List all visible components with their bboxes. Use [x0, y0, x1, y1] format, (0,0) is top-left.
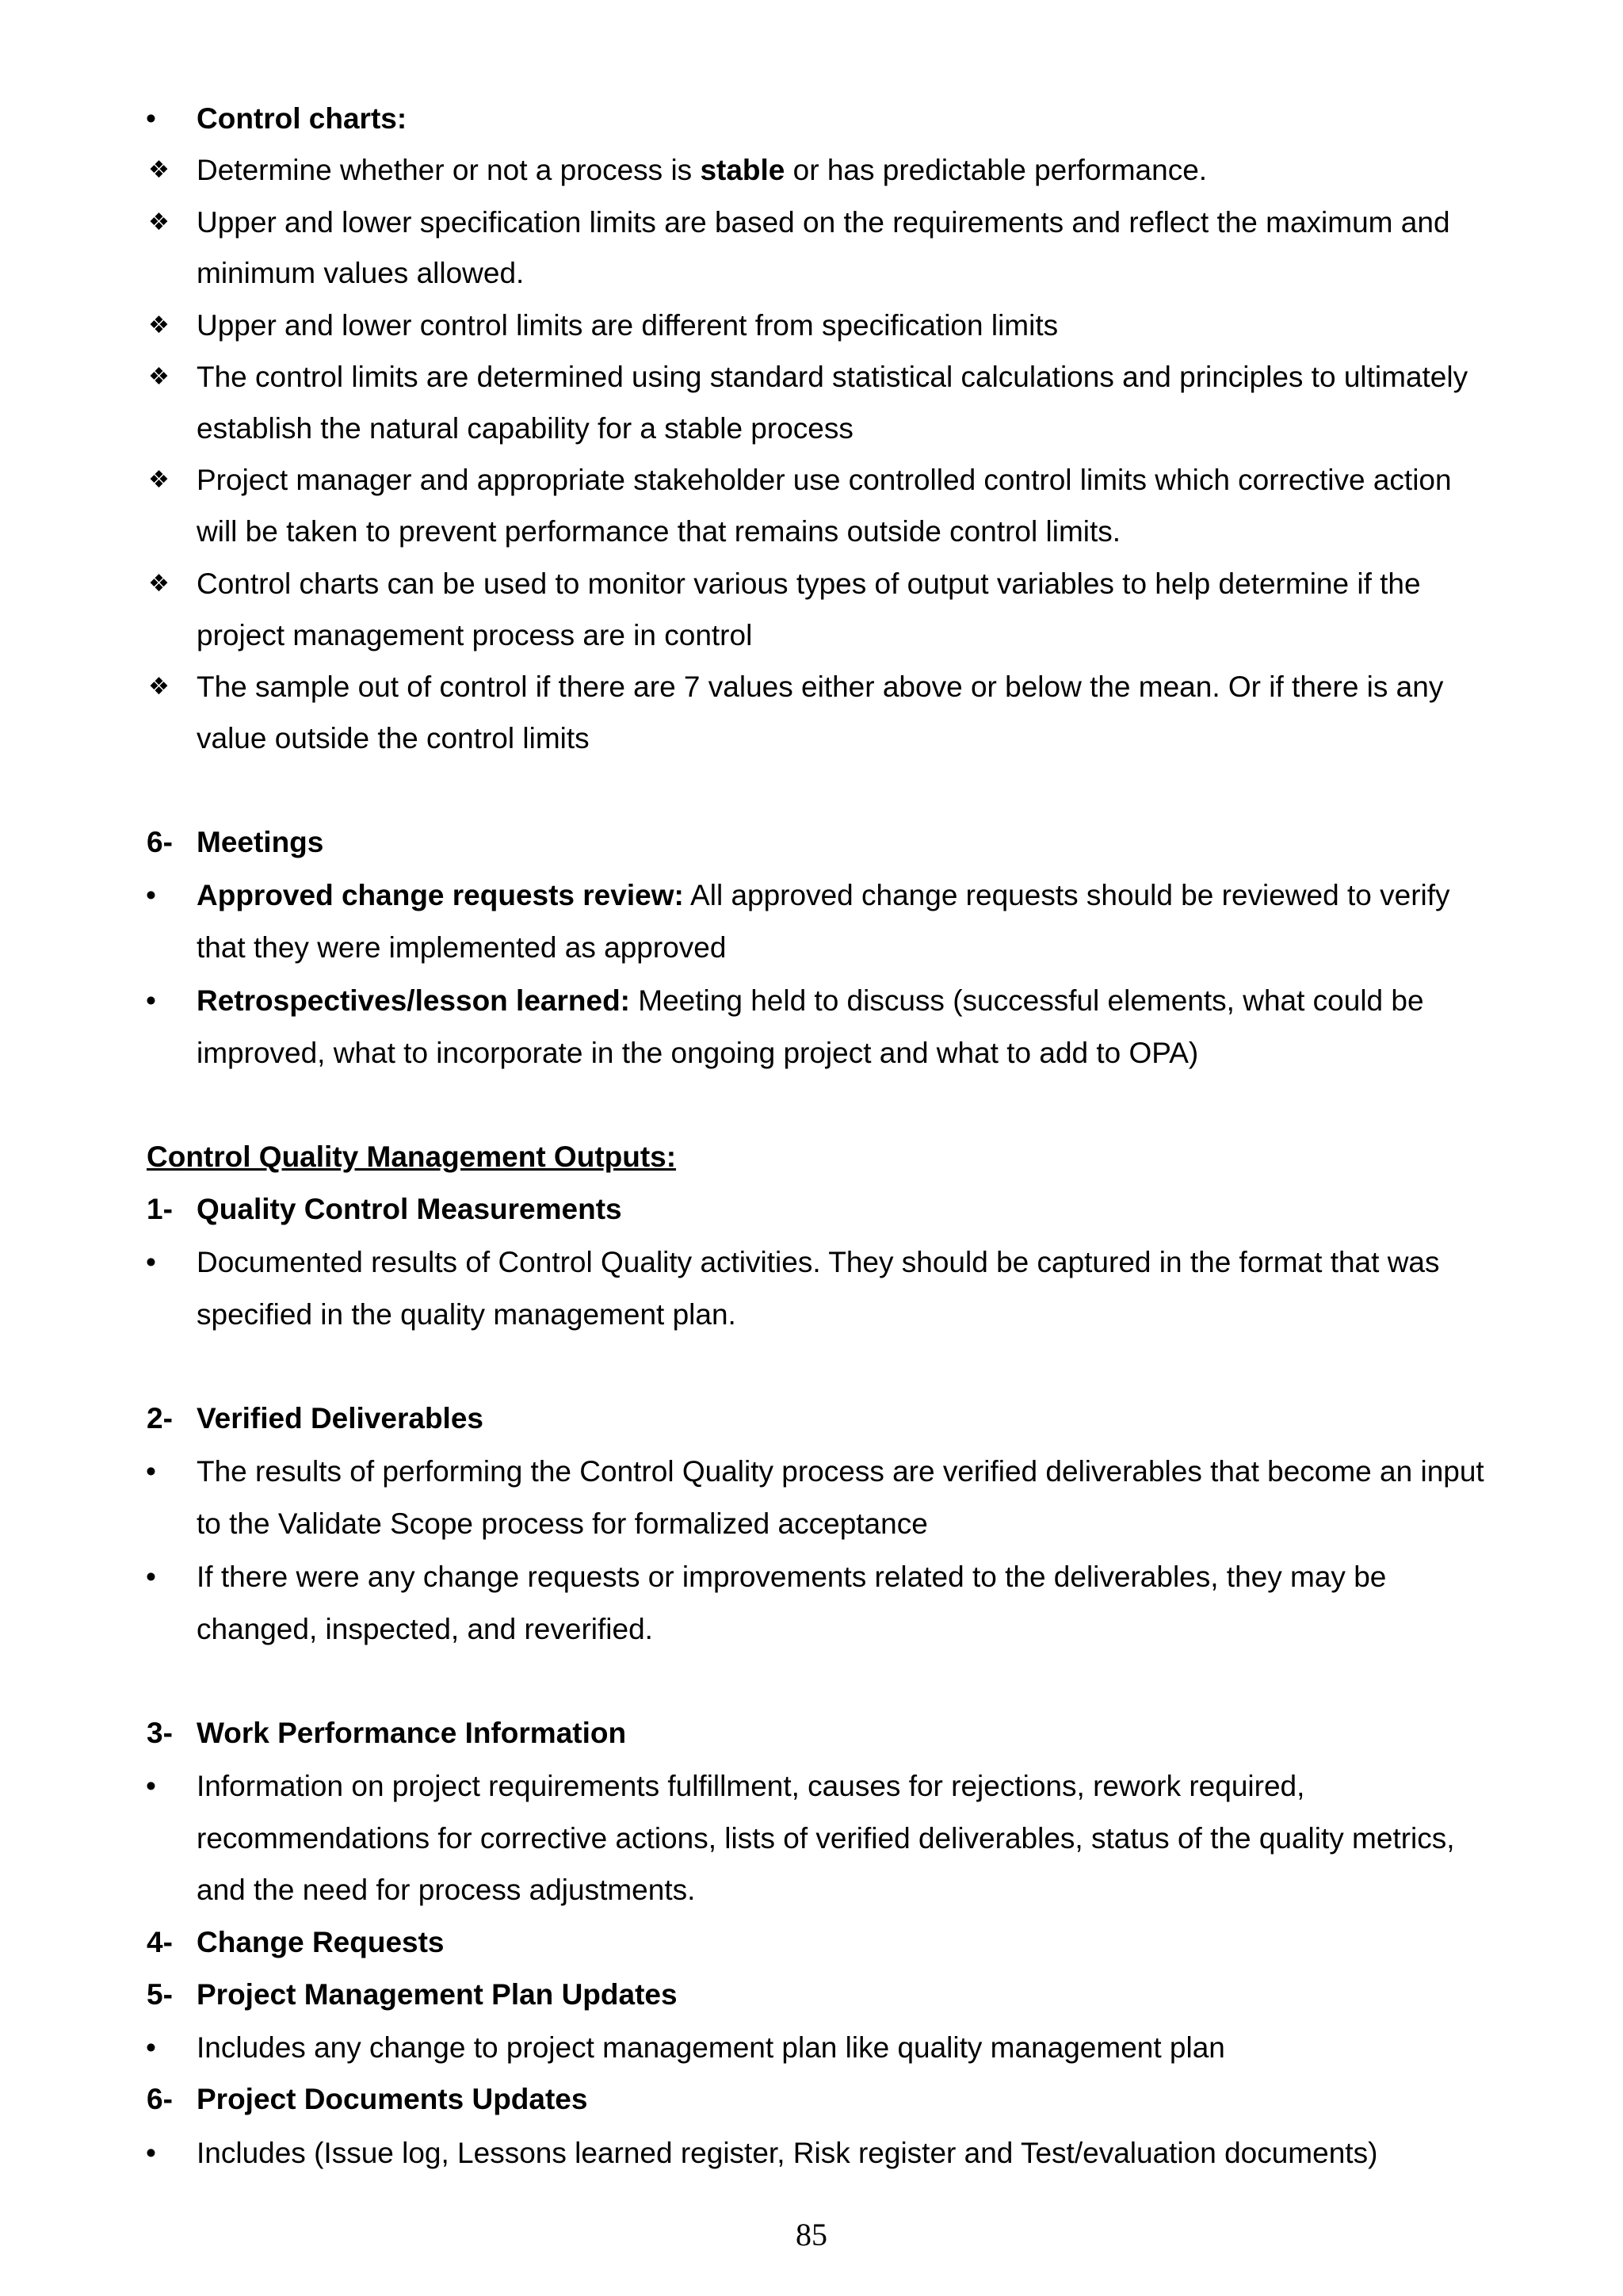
text: Meeting held to discuss (successful elements, what could be [630, 984, 1424, 1017]
approved-change-requests-review-line-2: that they were implemented as approved [197, 931, 727, 964]
output-4-number: 4- [147, 1926, 173, 1958]
output-3-item-line-3: and the need for process adjustments. [197, 1874, 696, 1906]
meetings-number: 6- [147, 826, 173, 858]
control-charts-item-3: Upper and lower control limits are different from specification limits [197, 309, 1059, 342]
bullet-icon: • [146, 984, 156, 1017]
output-2-number: 2- [147, 1402, 173, 1435]
diamond-bullet-icon: ❖ [148, 674, 170, 700]
text: or has predictable performance. [785, 154, 1208, 186]
output-2-title: Verified Deliverables [197, 1402, 483, 1435]
output-6-title: Project Documents Updates [197, 2083, 588, 2115]
control-charts-title: Control charts: [197, 102, 407, 135]
diamond-bullet-icon: ❖ [148, 312, 170, 338]
output-2-item-1-line-2: to the Validate Scope process for formalized acceptance [197, 1507, 928, 1540]
output-6-number: 6- [147, 2083, 173, 2115]
approved-change-requests-label: Approved change requests review: [197, 879, 684, 911]
bullet-icon: • [146, 1770, 156, 1802]
output-3-number: 3- [147, 1717, 173, 1749]
bullet-icon: • [146, 2137, 156, 2169]
output-3-title: Work Performance Information [197, 1717, 627, 1749]
section-heading: Control Quality Management Outputs: [147, 1140, 677, 1173]
bullet-icon: • [146, 2031, 156, 2064]
bullet-icon: • [146, 102, 156, 135]
bullet-icon: • [146, 1246, 156, 1278]
control-charts-item-5-line-1: Project manager and appropriate stakeholder use controlled control limits which corrective action [197, 464, 1452, 496]
output-5-title: Project Management Plan Updates [197, 1978, 678, 2011]
control-charts-item-2-line-2: minimum values allowed. [197, 257, 525, 289]
output-2-item-2-line-2: changed, inspected, and reverified. [197, 1613, 653, 1645]
approved-change-requests-review-line-1 [197, 877, 1450, 914]
output-3-item-line-1: Information on project requirements fulfillment, causes for rejections, rework required, [197, 1770, 1305, 1802]
output-1-item-line-1: Documented results of Control Quality activities. They should be captured in the format that was [197, 1246, 1440, 1278]
control-charts-item-4-line-1: The control limits are determined using standard statistical calculations and principles to ultimately [197, 361, 1468, 393]
diamond-bullet-icon: ❖ [148, 157, 170, 183]
diamond-bullet-icon: ❖ [148, 571, 170, 597]
output-1-title: Quality Control Measurements [197, 1193, 622, 1225]
output-1-number: 1- [147, 1193, 173, 1225]
emphasis-stable: stable [700, 154, 785, 186]
diamond-bullet-icon: ❖ [148, 209, 170, 235]
control-charts-item-4-line-2: establish the natural capability for a stable process [197, 412, 854, 445]
meetings-title: Meetings [197, 826, 324, 858]
output-5-item: Includes any change to project management plan like quality management plan [197, 2031, 1225, 2064]
output-1-item-line-2: specified in the quality management plan. [197, 1298, 736, 1331]
output-6-item: Includes (Issue log, Lessons learned register, Risk register and Test/evaluation documents) [197, 2137, 1378, 2169]
diamond-bullet-icon: ❖ [148, 364, 170, 390]
control-charts-item-2-line-1: Upper and lower specification limits are based on the requirements and reflect the maximum and [197, 206, 1450, 239]
control-charts-item-1 [197, 152, 1207, 189]
output-5-number: 5- [147, 1978, 173, 2011]
output-4-title: Change Requests [197, 1926, 445, 1958]
output-2-item-2-line-1: If there were any change requests or improvements related to the deliverables, they may be [197, 1561, 1387, 1593]
diamond-bullet-icon: ❖ [148, 467, 170, 493]
control-charts-item-7-line-2: value outside the control limits [197, 722, 590, 755]
bullet-icon: • [146, 1455, 156, 1488]
retrospectives-line-2: improved, what to incorporate in the ongoing project and what to add to OPA) [197, 1037, 1199, 1069]
control-charts-item-5-line-2: will be taken to prevent performance that remains outside control limits. [197, 515, 1121, 548]
control-charts-item-7-line-1: The sample out of control if there are 7 values either above or below the mean. Or if there is any [197, 670, 1444, 703]
retrospectives-line-1 [197, 983, 1424, 1019]
output-3-item-line-2: recommendations for corrective actions, lists of verified deliverables, status of the quality metrics, [197, 1822, 1455, 1855]
bullet-icon: • [146, 879, 156, 911]
page-number: 85 [796, 2217, 827, 2252]
control-charts-item-6-line-1: Control charts can be used to monitor various types of output variables to help determine if the [197, 567, 1421, 600]
retrospectives-label: Retrospectives/lesson learned: [197, 984, 630, 1017]
output-2-item-1-line-1: The results of performing the Control Quality process are verified deliverables that become an input [197, 1455, 1484, 1488]
text: All approved change requests should be reviewed to verify [683, 879, 1450, 911]
control-charts-item-6-line-2: project management process are in control [197, 619, 753, 651]
text: Determine whether or not a process is [197, 154, 701, 186]
bullet-icon: • [146, 1561, 156, 1593]
